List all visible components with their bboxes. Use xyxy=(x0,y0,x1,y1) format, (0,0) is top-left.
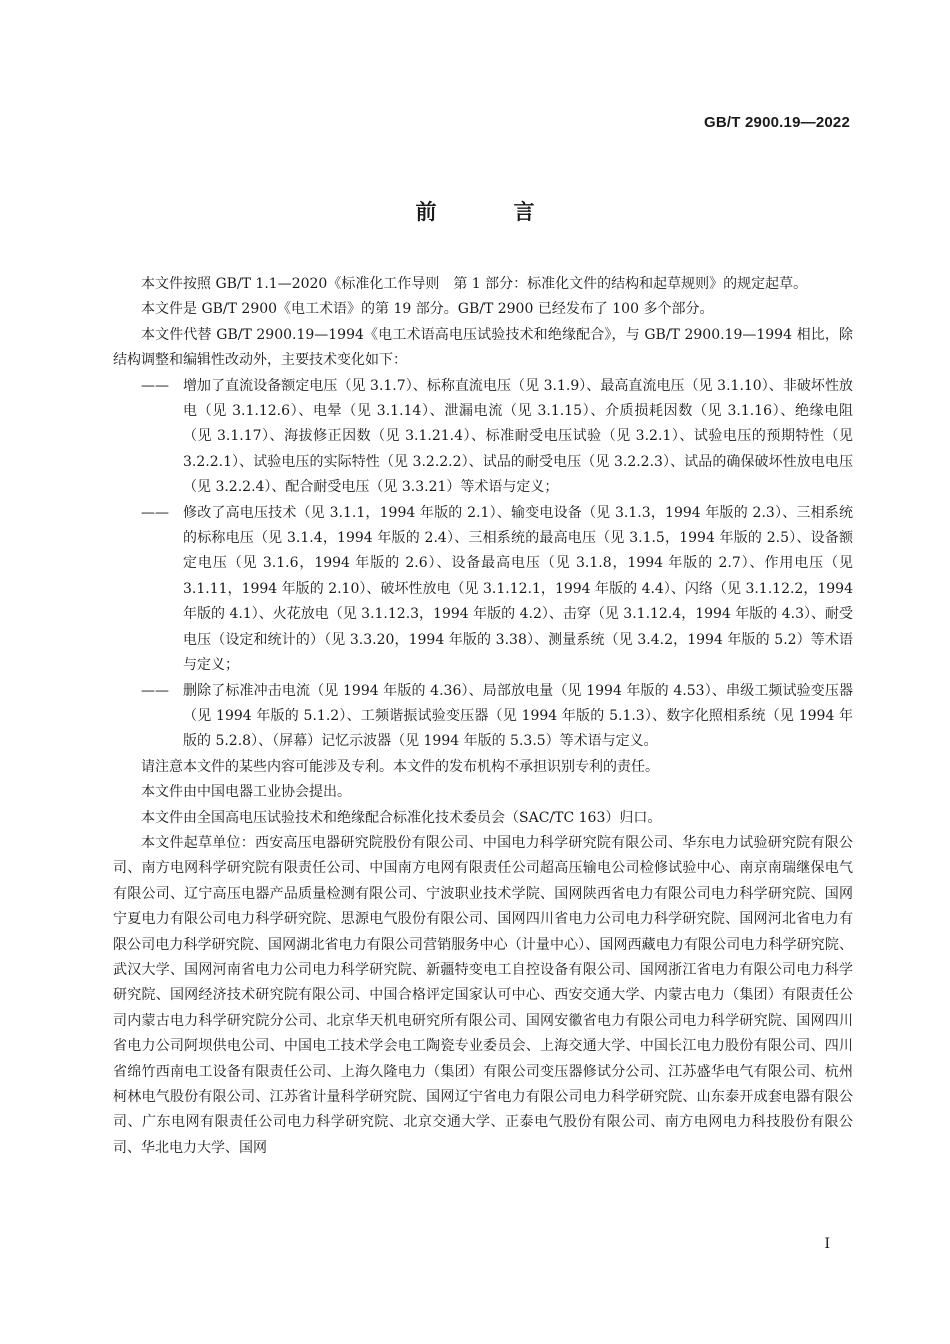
page-number: I xyxy=(824,1236,830,1252)
change-text: 修改了高电压技术（见 3.1.1，1994 年版的 2.1）、输变电设备（见 3.1.3，1994 年版的 2.3）、三相系统的标称电压（见 3.1.4，1994 年版的 2.4）、三相系统的最高电压（见 3.1.5，1994 年版的 2.5）、设备额定电压（见 3.1.6，1994 年版的 2.6）、设备最高电压（见 3.1.8，1994 年版的 2.7）、作用电压（见 3.1.11，1994 年版的 2.10）、破坏性放电（见 3.1.12.1，1994 年版的 4.4）、闪络（见 3.1.12.2，1994 年版的 4.1）、火花放电（见 3.1.12.3，1994 年版的 4.2）、击穿（见 3.1.12.4，1994 年版的 4.3）、耐受电压（设定和统计的）（见 3.3.20，1994 年版的 3.38）、测量系统（见 3.4.2，1994 年版的 5.2）等术语与定义； xyxy=(183,504,853,674)
foreword-body xyxy=(113,272,853,1161)
change-text: 增加了直流设备额定电压（见 3.1.7）、标称直流电压（见 3.1.9）、最高直流电压（见 3.1.10）、非破坏性放电（见 3.1.12.6）、电晕（见 3.1.14）、泄漏电流（见 3.1.15）、介质损耗因数（见 3.1.16）、绝缘电阻（见 3.1.17）、海拔修正因数（见 3.1.21.4）、标准耐受电压试验（见 3.2.1）、试验电压的预期特性（见 3.2.2.1）、试验电压的实际特性（见 3.2.2.2）、试品的耐受电压（见 3.2.2.3）、试品的确保破坏性放电电压（见 3.2.2.4）、配合耐受电压（见 3.3.21）等术语与定义； xyxy=(183,377,853,496)
change-item-modified xyxy=(113,501,853,679)
paragraph-proposed-by: 本文件由中国电器工业协会提出。 xyxy=(141,784,351,801)
dash-marker: —— xyxy=(141,682,169,699)
paragraph-patent-notice: 请注意本文件的某些内容可能涉及专利。本文件的发布机构不承担识别专利的责任。 xyxy=(141,758,659,775)
section-title: 前 言 xyxy=(415,200,563,224)
paragraph-series-part: 本文件是 GB/T 2900《电工术语》的第 19 部分。GB/T 2900 已经发布了 100 多个部分。 xyxy=(141,301,714,318)
change-item-added xyxy=(113,374,853,501)
paragraph-drafting-organizations: 本文件起草单位：西安高压电器研究院股份有限公司、中国电力科学研究院有限公司、华东电力试验研究院有限公司、南方电网科学研究院有限责任公司、中国南方电网有限责任公司超高压输电公司检修试验中心、南京南瑞继保电气有限公司、辽宁高压电器产品质量检测有限公司、宁波职业技术学院、国网陕西省电力有限公司电力科学研究院、国网宁夏电力有限公司电力科学研究院、思源电气股份有限公司、国网四川省电力公司电力科学研究院、国网河北省电力有限公司电力科学研究院、国网湖北省电力有限公司营销服务中心（计量中心）、国网西藏电力有限公司电力科学研究院、武汉大学、国网河南省电力公司电力科学研究院、新疆特变电工自控设备有限公司、国网浙江省电力有限公司电力科学研究院、国网经济技术研究院有限公司、中国合格评定国家认可中心、西安交通大学、内蒙古电力（集团）有限责任公司内蒙古电力科学研究院分公司、北京华天机电研究所有限公司、国网安徽省电力有限公司电力科学研究院、国网四川省电力公司阿坝供电公司、中国电工技术学会电工陶瓷专业委员会、上海交通大学、中国长江电力股份有限公司、四川省绵竹西南电工设备有限责任公司、上海久隆电力（集团）有限公司变压器修试分公司、江苏盛华电气有限公司、杭州柯林电气股份有限公司、江苏省计量科学研究院、国网辽宁省电力有限公司电力科学研究院、山东泰开成套电器有限公司、广东电网有限责任公司电力科学研究院、北京交通大学、正泰电气股份有限公司、南方电网电力科技股份有限公司、华北电力大学、国网 xyxy=(113,834,853,1156)
paragraph-replaces: 本文件代替 GB/T 2900.19—1994《电工术语高电压试验技术和绝缘配合》，与 GB/T 2900.19—1994 相比，除结构调整和编辑性改动外，主要技术变化如下： xyxy=(113,326,853,369)
paragraph-administered-by: 本文件由全国高电压试验技术和绝缘配合标准化技术委员会（SAC/TC 163）归口。 xyxy=(141,809,662,826)
change-item-deleted xyxy=(113,679,853,755)
change-text: 删除了标准冲击电流（见 1994 年版的 4.36）、局部放电量（见 1994 年版的 4.53）、串级工频试验变压器（见 1994 年版的 5.1.2）、工频谐振试验变压器（见 1994 年版的 5.1.3）、数字化照相系统（见 1994 年版的 5.2.8）、（屏幕）记忆示波器（见 1994 年版的 5.3.5）等术语与定义。 xyxy=(183,682,853,750)
dash-marker: —— xyxy=(141,504,169,521)
paragraph-drafting-rules: 本文件按照 GB/T 1.1—2020《标准化工作导则 第 1 部分：标准化文件的结构和起草规则》的规定起草。 xyxy=(141,276,808,292)
standard-code: GB/T 2900.19—2022 xyxy=(704,114,850,131)
dash-marker: —— xyxy=(141,377,169,394)
